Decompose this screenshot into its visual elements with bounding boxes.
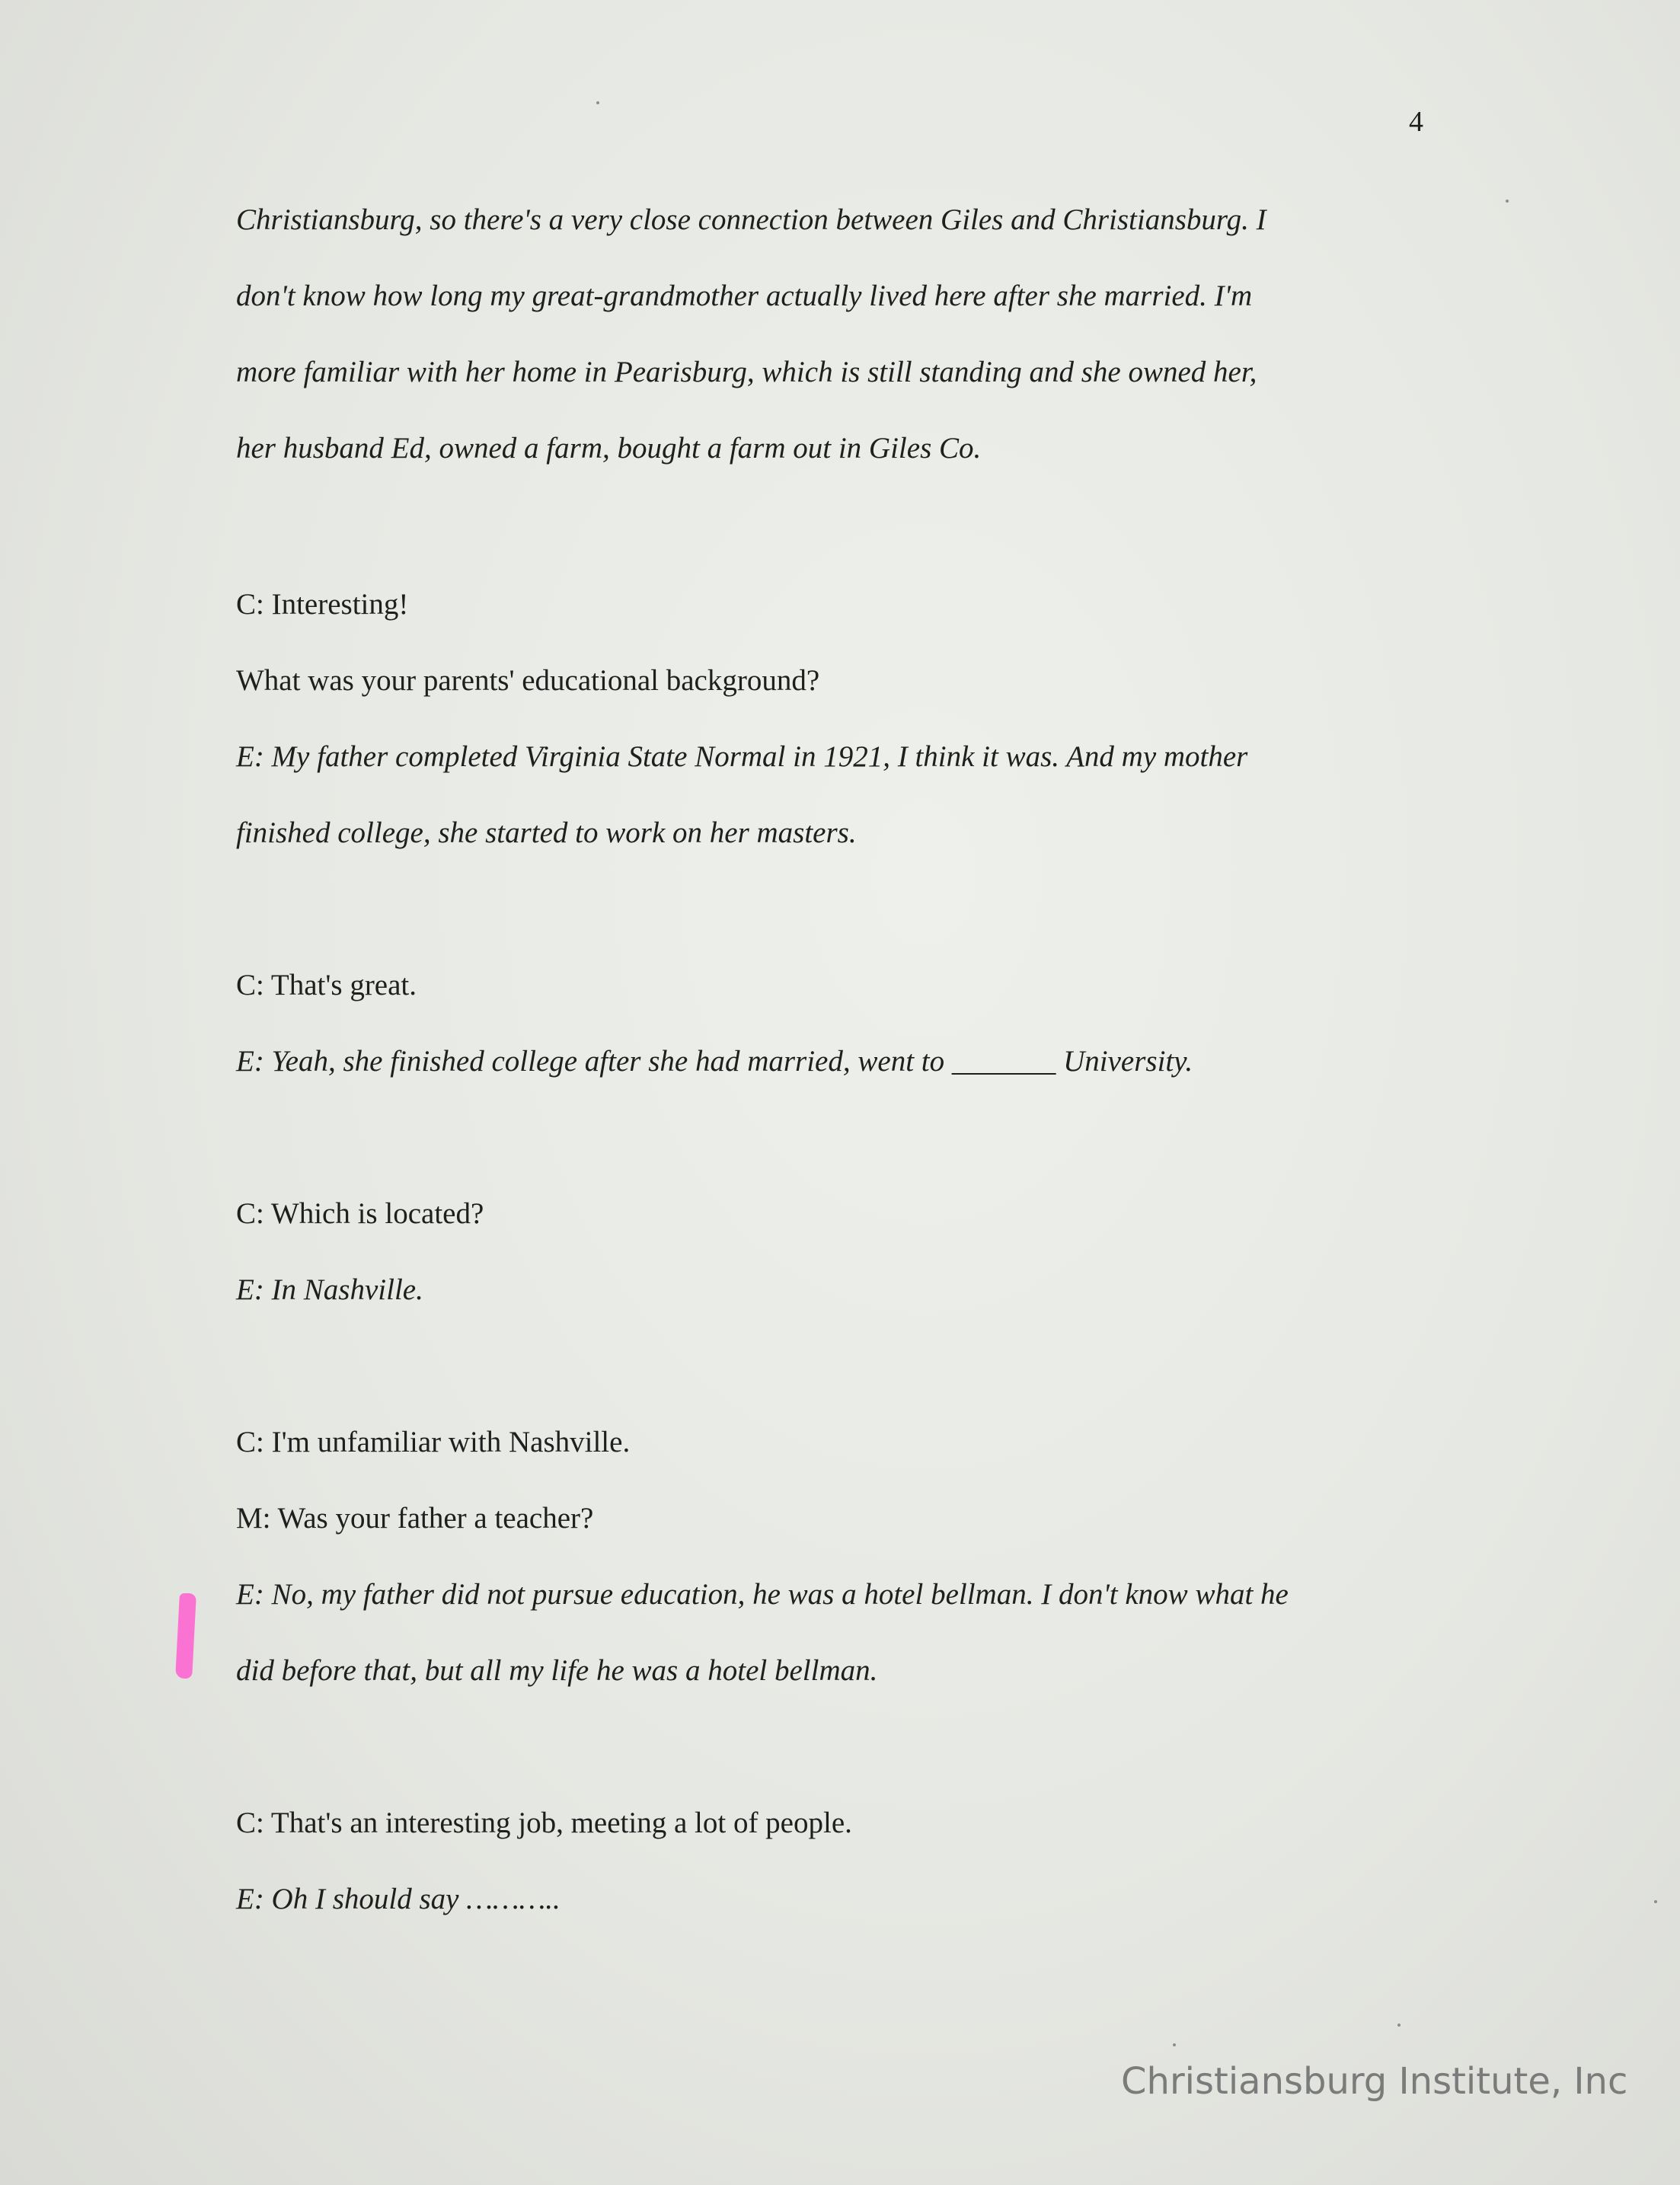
page-number: 4: [1409, 106, 1423, 138]
transcript-line: C: Interesting!: [236, 588, 409, 621]
transcript-line: E: No, my father did not pursue education, he was a hotel bellman. I don't know what he: [236, 1578, 1289, 1611]
transcript-line: did before that, but all my life he was a hotel bellman.: [236, 1654, 878, 1687]
transcript-line: What was your parents' educational background?: [236, 664, 820, 697]
transcript-line: E: Oh I should say ………..: [236, 1883, 561, 1915]
paper-speck: [1397, 2024, 1401, 2027]
transcript-line: E: In Nashville.: [236, 1273, 423, 1306]
paper-speck: [596, 101, 599, 104]
transcript-line: E: Yeah, she finished college after she had married, went to _______ University.: [236, 1045, 1193, 1078]
transcript-line: C: That's an interesting job, meeting a lot of people.: [236, 1806, 852, 1839]
transcript-line: C: Which is located?: [236, 1197, 484, 1230]
transcript-line: C: That's great.: [236, 969, 417, 1001]
watermark: Christiansburg Institute, Inc: [1121, 2060, 1628, 2103]
transcript-line: C: I'm unfamiliar with Nashville.: [236, 1426, 631, 1458]
pink-highlighter-mark: [175, 1593, 196, 1679]
transcript-line: finished college, she started to work on her masters.: [236, 816, 857, 849]
transcript-line: her husband Ed, owned a farm, bought a farm out in Giles Co.: [236, 432, 982, 465]
transcript-line: E: My father completed Virginia State Normal in 1921, I think it was. And my mother: [236, 740, 1248, 773]
paper-speck: [1654, 1900, 1657, 1903]
transcript-line: don't know how long my great-grandmother actually lived here after she married. I'm: [236, 280, 1253, 312]
paper-speck: [1506, 200, 1509, 203]
transcript-line: more familiar with her home in Pearisburg, which is still standing and she owned her,: [236, 356, 1257, 388]
transcript-line: Christiansburg, so there's a very close connection between Giles and Christiansburg. I: [236, 203, 1266, 236]
paper-speck: [1173, 2043, 1176, 2046]
transcript-line: M: Was your father a teacher?: [236, 1502, 594, 1535]
